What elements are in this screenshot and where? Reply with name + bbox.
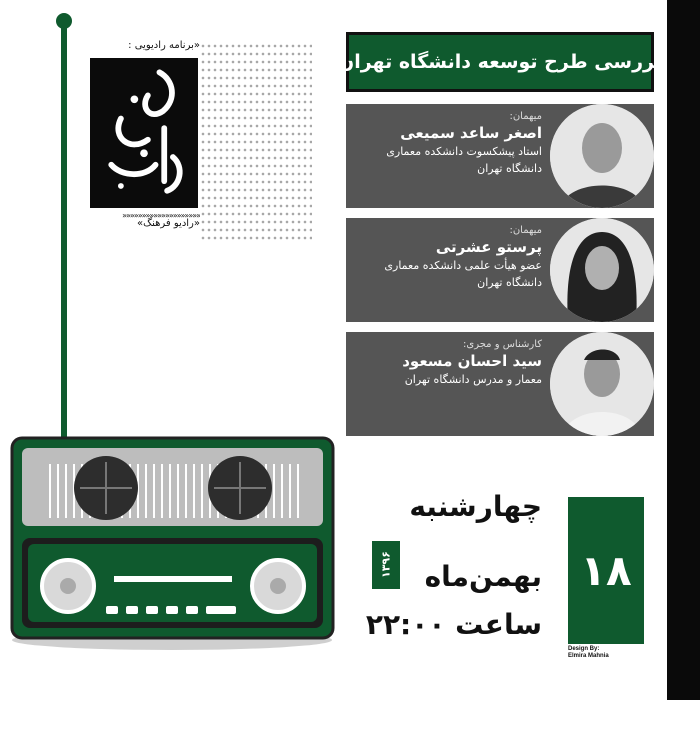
antenna-rod [61, 26, 67, 438]
credit-name: Elmira Mahnia [568, 653, 609, 659]
guest-card-1 [346, 104, 654, 208]
credit-label: Design By: [568, 646, 600, 652]
guest-info-1 [352, 110, 542, 177]
guest-name: سید احسان مسعود [402, 352, 542, 370]
person-icon [550, 218, 654, 322]
guest-desc-line-2: دانشگاه تهران [477, 162, 542, 175]
guest-role: میهمان: [509, 111, 542, 122]
guest-info-3 [352, 338, 542, 388]
station-name: «رادیو فرهنگ» [137, 218, 200, 229]
person-icon [550, 104, 654, 208]
logo-caption-top: «برنامه رادیویی : [128, 40, 200, 51]
guest-desc-line-1: استاد پیشکسوت دانشکده معماری [386, 145, 542, 158]
guest-card-2 [346, 218, 654, 322]
logo-caption-bottom [88, 210, 200, 232]
guest-card-3 [346, 332, 654, 436]
design-credit [568, 646, 648, 660]
radio-illustration [10, 436, 335, 650]
calligraphy-logo-icon [92, 60, 196, 206]
radio-icon [10, 436, 335, 650]
guest-desc-line-2: دانشگاه تهران [477, 276, 542, 289]
guest-desc-line-1: معمار و مدرس دانشگاه تهران [404, 373, 542, 386]
year-badge: ۱۳۹۶ [372, 541, 400, 589]
decorative-pattern [200, 42, 312, 240]
program-logo [90, 58, 198, 208]
right-edge-bar [667, 0, 700, 700]
guest-photo-3 [550, 332, 654, 436]
month: بهمن‌ماه [424, 560, 542, 593]
guest-name: پرستو عشرتی [435, 238, 542, 256]
person-icon [550, 332, 654, 436]
guest-info-2 [352, 224, 542, 291]
guest-role: کارشناس و مجری: [463, 339, 542, 350]
weekday: چهارشنبه [409, 490, 542, 523]
guest-photo-2 [550, 218, 654, 322]
broadcast-time: ساعت ۲۲:۰۰ [365, 608, 542, 641]
guest-photo-1 [550, 104, 654, 208]
logo-stripe: «««««««««««««««««««« [122, 211, 200, 218]
guest-name: اصغر ساعد سمیعی [400, 124, 542, 142]
program-title: بررسی طرح توسعه دانشگاه تهران [338, 51, 663, 73]
day-number-box [568, 497, 644, 644]
guest-desc-line-1: عضو هیأت علمی دانشکده معماری [384, 259, 542, 272]
title-banner [338, 32, 663, 92]
day-number: ۱۸ [580, 546, 632, 595]
guest-role: میهمان: [509, 225, 542, 236]
